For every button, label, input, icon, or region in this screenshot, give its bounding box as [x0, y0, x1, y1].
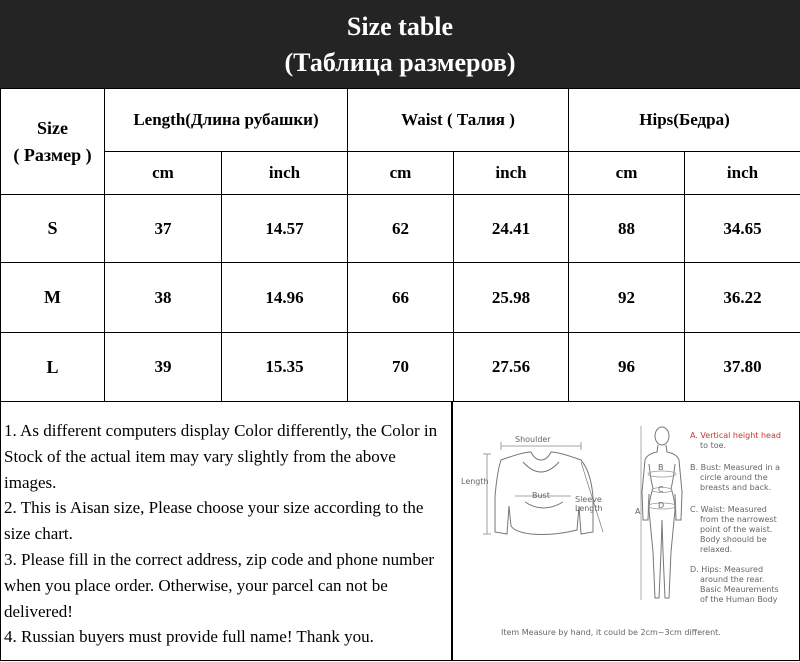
unit-cell: inch: [454, 152, 569, 195]
legend-c-line: relaxed.: [700, 545, 733, 554]
note-item: 3. Please fill in the correct address, zip code and phone number when you place order. Otherwise, your parcel can not be delivered!: [4, 549, 435, 621]
body-letter-a: A: [635, 507, 641, 516]
measurement-diagram: [452, 401, 800, 661]
legend-c-line: C. Waist: Measured: [690, 505, 767, 514]
value-cell: 38: [105, 263, 222, 333]
value-cell: 92: [569, 263, 685, 333]
value-cell: 96: [569, 333, 685, 402]
legend-b-line: circle around the: [700, 473, 768, 482]
value-cell: 37.80: [685, 333, 800, 402]
body-letter-d: D: [658, 501, 665, 510]
legend-c-line: point of the waist.: [700, 525, 773, 534]
value-cell: 27.56: [454, 333, 569, 402]
legend-c-line: Body shoould be: [700, 535, 767, 544]
body-letter-b: B: [658, 463, 664, 472]
group-header-row: [1, 89, 800, 152]
unit-cell: cm: [348, 152, 454, 195]
length-label: Length: [461, 477, 489, 486]
legend-b-line: B. Bust: Measured in a: [690, 463, 781, 472]
size-label: Size: [37, 117, 68, 138]
value-cell: 70: [348, 333, 454, 402]
body-measure-lines: [641, 426, 676, 600]
diagram-footer: Item Measure by hand, it could be 2cm~3cm different.: [501, 628, 721, 637]
measurement-illustration: [453, 402, 799, 660]
body-letter-c: C: [658, 485, 664, 494]
table-row: [1, 333, 800, 402]
notes-panel: [0, 401, 452, 661]
page-subtitle: (Таблица размеров): [284, 48, 516, 77]
legend-d-line: Basic Meaurements: [700, 585, 779, 594]
sleeve-label-2: Length: [575, 504, 603, 513]
legend-a-line: to toe.: [700, 441, 727, 450]
value-cell: 37: [105, 195, 222, 263]
waist-header: Waist ( Талия ): [348, 89, 569, 152]
size-table-header: [0, 0, 800, 88]
size-cell: M: [1, 263, 105, 333]
legend-b-line: breasts and back.: [700, 483, 772, 492]
value-cell: 14.96: [222, 263, 348, 333]
value-cell: 39: [105, 333, 222, 402]
hips-header: Hips(Бедра): [569, 89, 800, 152]
body-measure-legend: [690, 431, 781, 604]
note-item: 2. This is Aisan size, Please choose your size according to the size chart.: [4, 498, 424, 544]
size-cell: S: [1, 195, 105, 263]
shoulder-label: Shoulder: [515, 435, 551, 444]
body-figure: [642, 427, 682, 598]
value-cell: 24.41: [454, 195, 569, 263]
value-cell: 62: [348, 195, 454, 263]
value-cell: 66: [348, 263, 454, 333]
note-item: 1. As different computers display Color differently, the Color in Stock of the actual item may vary slightly from the above images.: [4, 421, 438, 492]
value-cell: 15.35: [222, 333, 348, 402]
legend-d-line: around the rear.: [700, 575, 765, 584]
value-cell: 36.22: [685, 263, 800, 333]
unit-cell: cm: [105, 152, 222, 195]
value-cell: 25.98: [454, 263, 569, 333]
page-title: Size table: [346, 12, 454, 41]
unit-cell: inch: [685, 152, 800, 195]
size-table: [0, 88, 800, 402]
note-item: 4. Russian buyers must provide full name! Thank you.: [4, 627, 374, 647]
shirt-measure-lines: [483, 442, 603, 534]
value-cell: 34.65: [685, 195, 800, 263]
legend-d-line: D. Hips: Measured: [690, 565, 764, 574]
value-cell: 14.57: [222, 195, 348, 263]
table-row: [1, 263, 800, 333]
legend-d-line: of the Human Body: [700, 595, 778, 604]
value-cell: 88: [569, 195, 685, 263]
unit-cell: inch: [222, 152, 348, 195]
size-cell: L: [1, 333, 105, 402]
length-header: Length(Длина рубашки): [105, 89, 348, 152]
table-row: [1, 195, 800, 263]
legend-a-line: A. Vertical height head: [690, 431, 781, 440]
legend-c-line: from the narrowest: [700, 515, 777, 524]
unit-header-row: [1, 152, 800, 195]
size-label-ru: ( Размер ): [13, 144, 92, 165]
unit-cell: cm: [569, 152, 685, 195]
sleeve-label: Sleeve: [575, 495, 602, 504]
size-column-header: [1, 89, 105, 195]
bust-label: Bust: [532, 491, 550, 500]
